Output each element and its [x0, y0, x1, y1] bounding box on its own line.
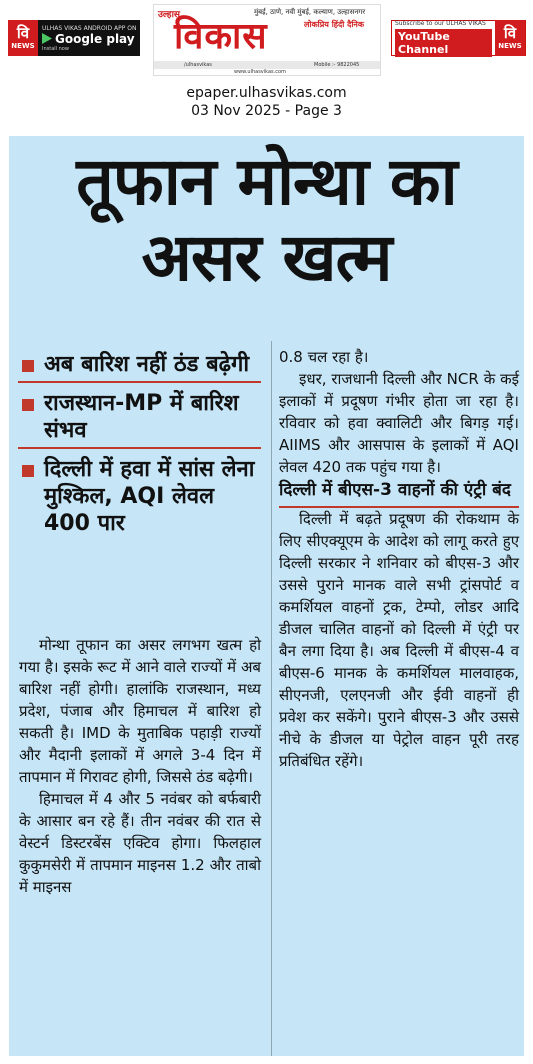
brand-sub: NEWS	[498, 42, 522, 50]
bullet-item	[18, 390, 261, 449]
logo-social: /ulhasvikas	[184, 62, 212, 68]
store-label: Google play	[55, 31, 135, 46]
bullet-text: अब बारिश नहीं ठंड बढ़ेगी	[44, 352, 250, 377]
badge-line3: Install now	[42, 45, 69, 52]
logo-tagline: मुंबई, ठाणे, नवी मुंबई, कल्याण, उल्हासनगर	[254, 8, 366, 16]
body-continuation: 0.8 चल रहा है।	[279, 348, 369, 366]
column-divider	[271, 341, 272, 1056]
brand-logo-left	[8, 20, 38, 56]
bullet-text: राजस्थान-MP में बारिश संभव	[44, 391, 239, 443]
logo-info-bar	[154, 61, 380, 69]
logo-url: www.ulhasvikas.com	[234, 69, 286, 75]
bullet-square-icon	[22, 465, 34, 477]
body-paragraph: मोन्था तूफान का असर लगभग खत्म हो गया है। इसके रूट में आने वाले राज्यों में अब बारिश नहीं होगी। हालांकि राजस्थान, मध्य प्रदेश, पंजाब और हिमाचल में बारिश हो सकती है। IMD के मुताबिक पहाड़ी राज्यों और मैदानी इलाकों में अगले 3-4 दिन में तापमान में गिरावट होगी, जिससे ठंड बढ़ेगी।	[19, 636, 261, 786]
logo-main-title: विकास	[174, 16, 268, 57]
badge-store	[42, 32, 140, 46]
article-left-column	[19, 634, 261, 898]
logo-small-title: उल्हास	[158, 10, 181, 20]
badge-line1: ULHAS VIKAS ANDROID APP ON	[42, 24, 137, 32]
bullet-square-icon	[22, 399, 34, 411]
bullet-item	[18, 456, 261, 540]
yt-channel: YouTube Channel	[395, 29, 492, 57]
google-play-badge[interactable]	[8, 20, 140, 56]
brand-logo-right	[495, 20, 525, 56]
body-paragraph: हिमाचल में 4 और 5 नवंबर को बर्फबारी के आसार बन रहे हैं। तीन नवंबर की रात से वेस्टर्न डिस्टरबेंस एक्टिव होगा। फिलहाल कुकुमसेरी में तापमान माइनस 1.2 और ताबो में माइनस	[19, 790, 261, 896]
article-right-column	[279, 346, 519, 772]
youtube-badge[interactable]	[391, 20, 526, 56]
date-page: 03 Nov 2025 - Page 3	[191, 103, 342, 119]
page-caption	[0, 84, 533, 120]
brand-sub: NEWS	[11, 42, 35, 50]
bullet-square-icon	[22, 360, 34, 372]
article-panel	[9, 136, 524, 1056]
brand-letter: वि	[503, 24, 517, 42]
bullet-list	[18, 351, 261, 547]
yt-line1: Subscribe to our ULHAS VIKAS	[395, 19, 486, 27]
body-paragraph: इधर, राजधानी दिल्ली और NCR के कई इलाकों में प्रदूषण गंभीर होता जा रहा है। रविवार को हवा क्वालिटी और बिगड़ गई। AIIMS और आसपास के इलाकों में AQI लेवल 420 तक पहुंच गया है।	[279, 370, 519, 476]
headline-line1: तूफान मोन्था का	[76, 143, 457, 220]
bullet-item	[18, 351, 261, 383]
article-headline	[9, 144, 524, 296]
logo-slogan: लोकप्रिय हिंदी दैनिक	[304, 20, 365, 29]
newspaper-logo	[153, 4, 381, 76]
body-paragraph: दिल्ली में बढ़ते प्रदूषण की रोकथाम के लिए सीएक्यूएम के आदेश को लागू करते हुए दिल्ली सरकार ने शनिवार को बीएस-3 और उससे पुराने मानक वाले सभी ट्रांसपोर्ट व कमर्शियल वाहनों ट्रक, टेम्पो, लोडर आदि डीजल चालित वाहनों को दिल्ली में एंट्री पर बैन लगा दिया है। अब दिल्ली में बीएस-4 व बीएस-6 मानक के कमर्शियल मालवाहक, सीएनजी, एलएनजी और ईवी वाहनों ही प्रवेश कर सकेंगे। पुराने बीएस-3 और उससे नीचे के डीजल या पेट्रोल वाहन पूरी तरह प्रतिबंधित रहेंगे।	[279, 510, 519, 770]
article-subheading: दिल्ली में बीएस-3 वाहनों की एंट्री बंद	[279, 478, 519, 508]
site-url[interactable]: epaper.ulhasvikas.com	[186, 85, 347, 101]
logo-mobile: Mobile :- 9822045	[314, 62, 360, 68]
play-triangle-icon	[42, 33, 52, 44]
bullet-text: दिल्ली में हवा में सांस लेना मुश्किल, AQI लेवल 400 पार	[44, 457, 255, 536]
headline-line2: असर खत्म	[141, 219, 392, 296]
masthead	[0, 0, 533, 80]
brand-letter: वि	[16, 24, 30, 42]
